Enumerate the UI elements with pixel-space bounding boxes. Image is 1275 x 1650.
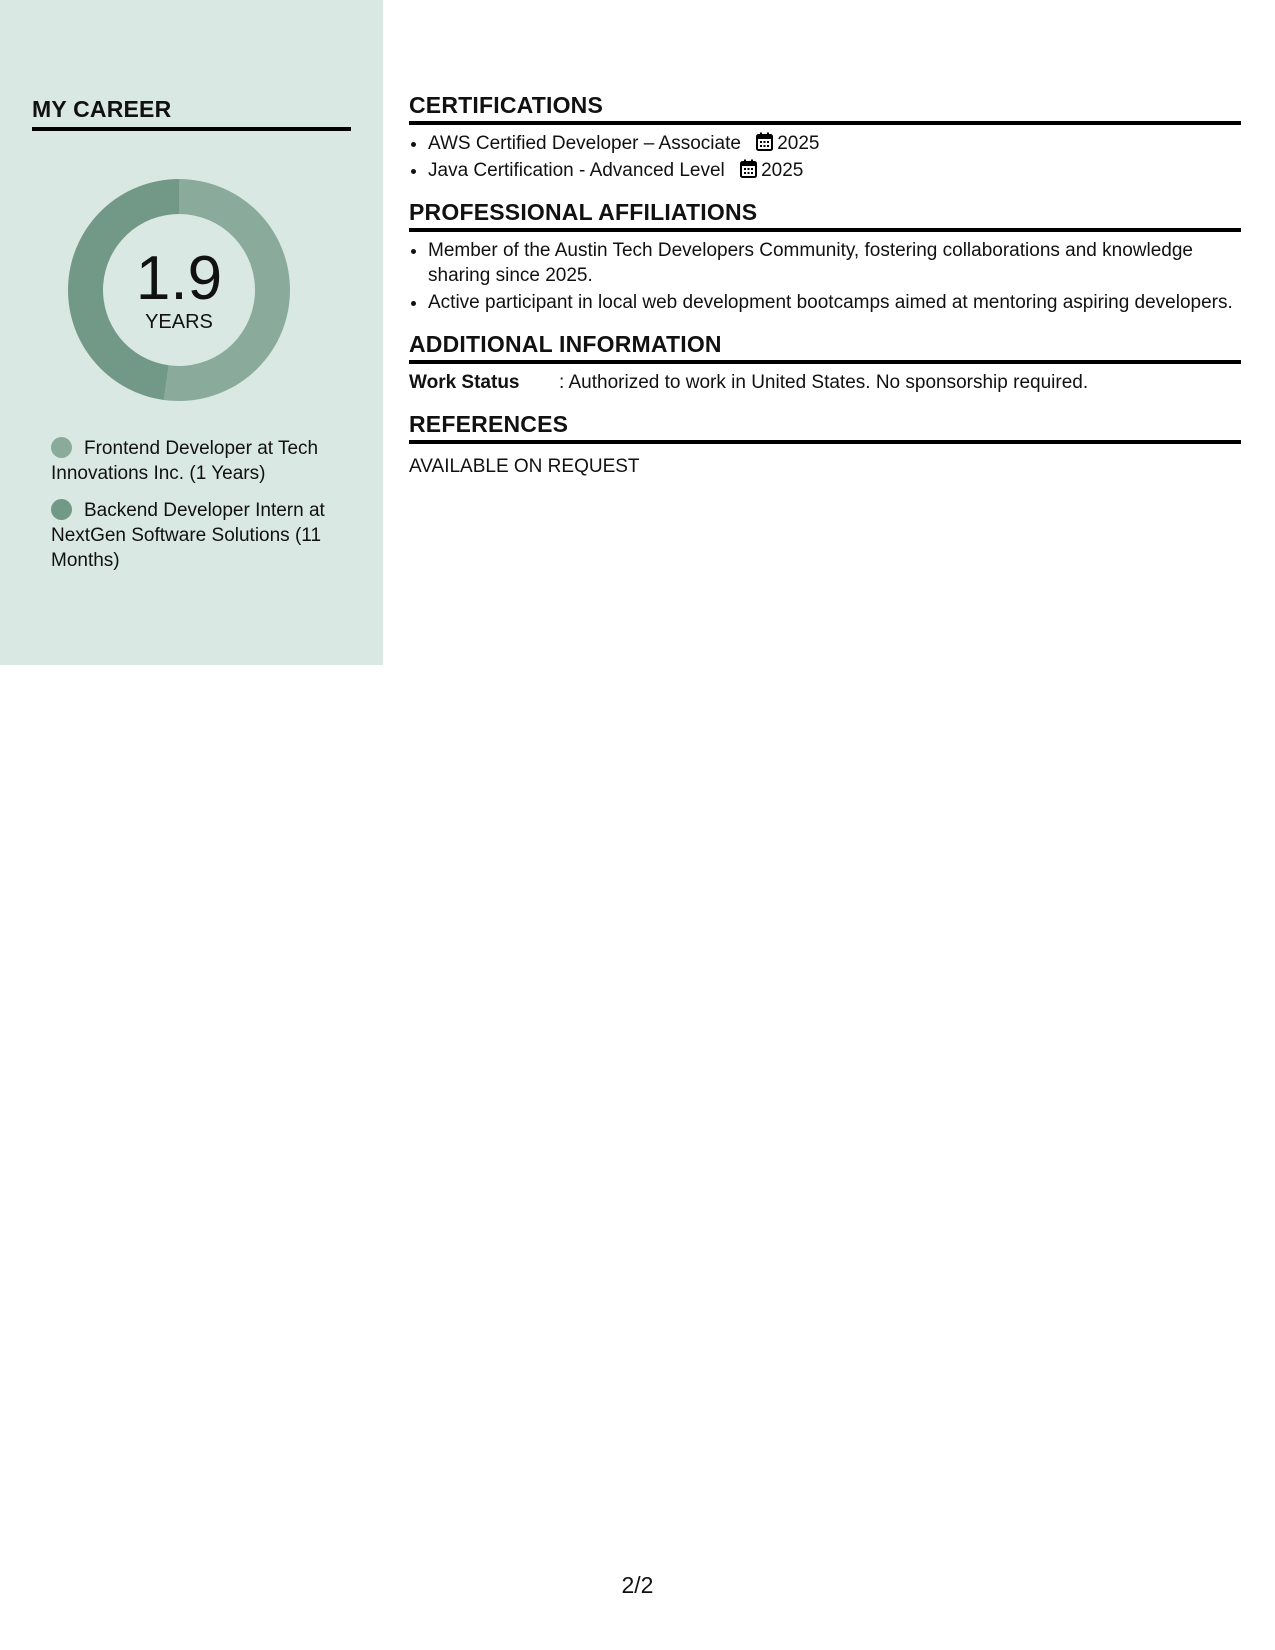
career-title: MY CAREER: [32, 96, 351, 131]
career-total-unit: YEARS: [145, 311, 213, 333]
certifications-list: [409, 131, 1241, 183]
certification-year: 2025: [761, 160, 804, 181]
work-status-row: [409, 370, 1241, 395]
main-content: [409, 92, 1241, 495]
certification-year: 2025: [777, 133, 820, 154]
sidebar: [0, 0, 383, 665]
career-legend: [51, 436, 336, 585]
legend-dot-backend: [51, 499, 72, 520]
affiliations-section: [409, 199, 1241, 315]
calendar-icon: [740, 159, 757, 178]
list-item: • Active participant in local web development bootcamps aimed at mentoring aspiring developers.: [428, 290, 1241, 315]
legend-item: [51, 436, 336, 486]
work-status-label: Work Status: [409, 372, 520, 393]
list-item: • Member of the Austin Tech Developers Community, fostering collaborations and knowledge sharing since 2025.: [428, 238, 1241, 288]
references-section: [409, 411, 1241, 479]
legend-label: Backend Developer Intern at NextGen Software Solutions (11 Months): [51, 500, 325, 571]
section-title: REFERENCES: [409, 411, 1241, 444]
section-title: CERTIFICATIONS: [409, 92, 1241, 125]
list-item: [428, 131, 1241, 156]
calendar-icon: [756, 132, 773, 151]
legend-label: Frontend Developer at Tech Innovations Inc. (1 Years): [51, 438, 319, 484]
page-number: 2/2: [621, 1572, 654, 1598]
affiliations-list: [409, 238, 1241, 315]
certification-name: Java Certification - Advanced Level: [428, 160, 725, 181]
references-text: AVAILABLE ON REQUEST: [409, 456, 640, 477]
section-title: PROFESSIONAL AFFILIATIONS: [409, 199, 1241, 232]
certifications-section: [409, 92, 1241, 183]
list-item: [428, 158, 1241, 183]
legend-dot-frontend: [51, 437, 72, 458]
additional-info-section: [409, 331, 1241, 395]
work-status-value: : Authorized to work in United States. No sponsorship required.: [559, 372, 1089, 393]
career-total-value: 1.9: [135, 244, 223, 313]
certification-name: AWS Certified Developer – Associate: [428, 133, 741, 154]
legend-item: [51, 498, 336, 573]
section-title: ADDITIONAL INFORMATION: [409, 331, 1241, 364]
